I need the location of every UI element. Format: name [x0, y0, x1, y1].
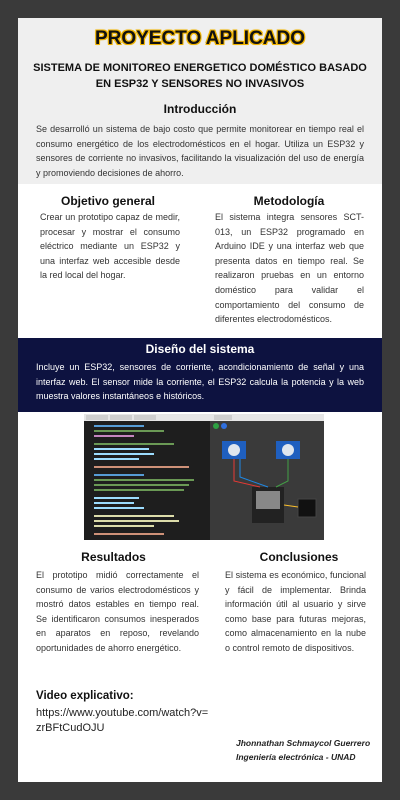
resultados-heading: Resultados: [81, 550, 146, 564]
author-block: [236, 736, 376, 764]
circuit-diagram: [210, 421, 324, 540]
metodologia-text: El sistema integra sensores SCT-013, un ESP32 programado en Arduino IDE y una interfaz web que presenta datos en tiempo real. Se realizaron pruebas en un entorno doméstico para validar el comportamiento del consumo de diferentes electrodomésticos.: [215, 212, 364, 325]
author-name: Jhonnathan Schmaycol Guerrero: [236, 738, 371, 748]
diseno-heading: Diseño del sistema: [145, 342, 255, 356]
author-program: Ingeniería electrónica - UNAD: [236, 752, 356, 762]
conclusiones-heading: Conclusiones: [259, 550, 339, 564]
intro-heading: Introducción: [163, 102, 237, 116]
video-link[interactable]: https://www.youtube.com/watch?v=zrBFtCudOJU: [36, 707, 209, 734]
header-section: [18, 18, 382, 184]
diseno-section: [18, 338, 382, 412]
resultados-text: El prototipo midió correctamente el consumo de varios electrodomésticos y mostró datos estables en tiempo real. Se identificaron consumos inesperados en aparatos en reposo, revelando oportunidades de ahorro energético.: [36, 570, 199, 653]
objetivo-text: Crear un prototipo capaz de medir, procesar y mostrar el consumo eléctrico mediante un ESP32 y una interfaz web accesible desde la red local del hogar.: [40, 212, 180, 281]
poster-title: PROYECTO APLICADO: [94, 28, 306, 49]
poster-subtitle: SISTEMA DE MONITOREO ENERGETICO DOMÉSTICO BASADO EN ESP32 Y SENSORES NO INVASIVOS: [33, 62, 367, 90]
objetivo-heading: Objetivo general: [60, 194, 156, 208]
ide-tab-bar: [84, 414, 324, 421]
code-editor-panel: [84, 421, 209, 540]
simulation-screenshot: [84, 414, 324, 540]
diseno-text: Incluye un ESP32, sensores de corriente, acondicionamiento de señal y una interfaz web. El sensor mide la corriente, el ESP32 calcula la potencia y la web muestra valores instantáneos e históricos.: [36, 362, 364, 402]
video-heading: Video explicativo:: [36, 690, 134, 702]
metodologia-heading: Metodología: [253, 194, 325, 208]
intro-text: Se desarrolló un sistema de bajo costo que permite monitorear en tiempo real el consumo energético de los electrodomésticos en el hogar. Utiliza un ESP32 y sensores de corriente no invasivos, facilitando la visualización del uso de energía y promoviendo decisiones de ahorro.: [36, 124, 364, 178]
circuit-simulation-panel: [210, 421, 324, 540]
poster: [18, 18, 382, 782]
conclusiones-text: El sistema es económico, funcional y fácil de implementar. Brinda información útil al usuario y sirve como base para futuras mejoras, como almacenamiento en la nube o control remoto de dispositivos.: [225, 570, 366, 653]
